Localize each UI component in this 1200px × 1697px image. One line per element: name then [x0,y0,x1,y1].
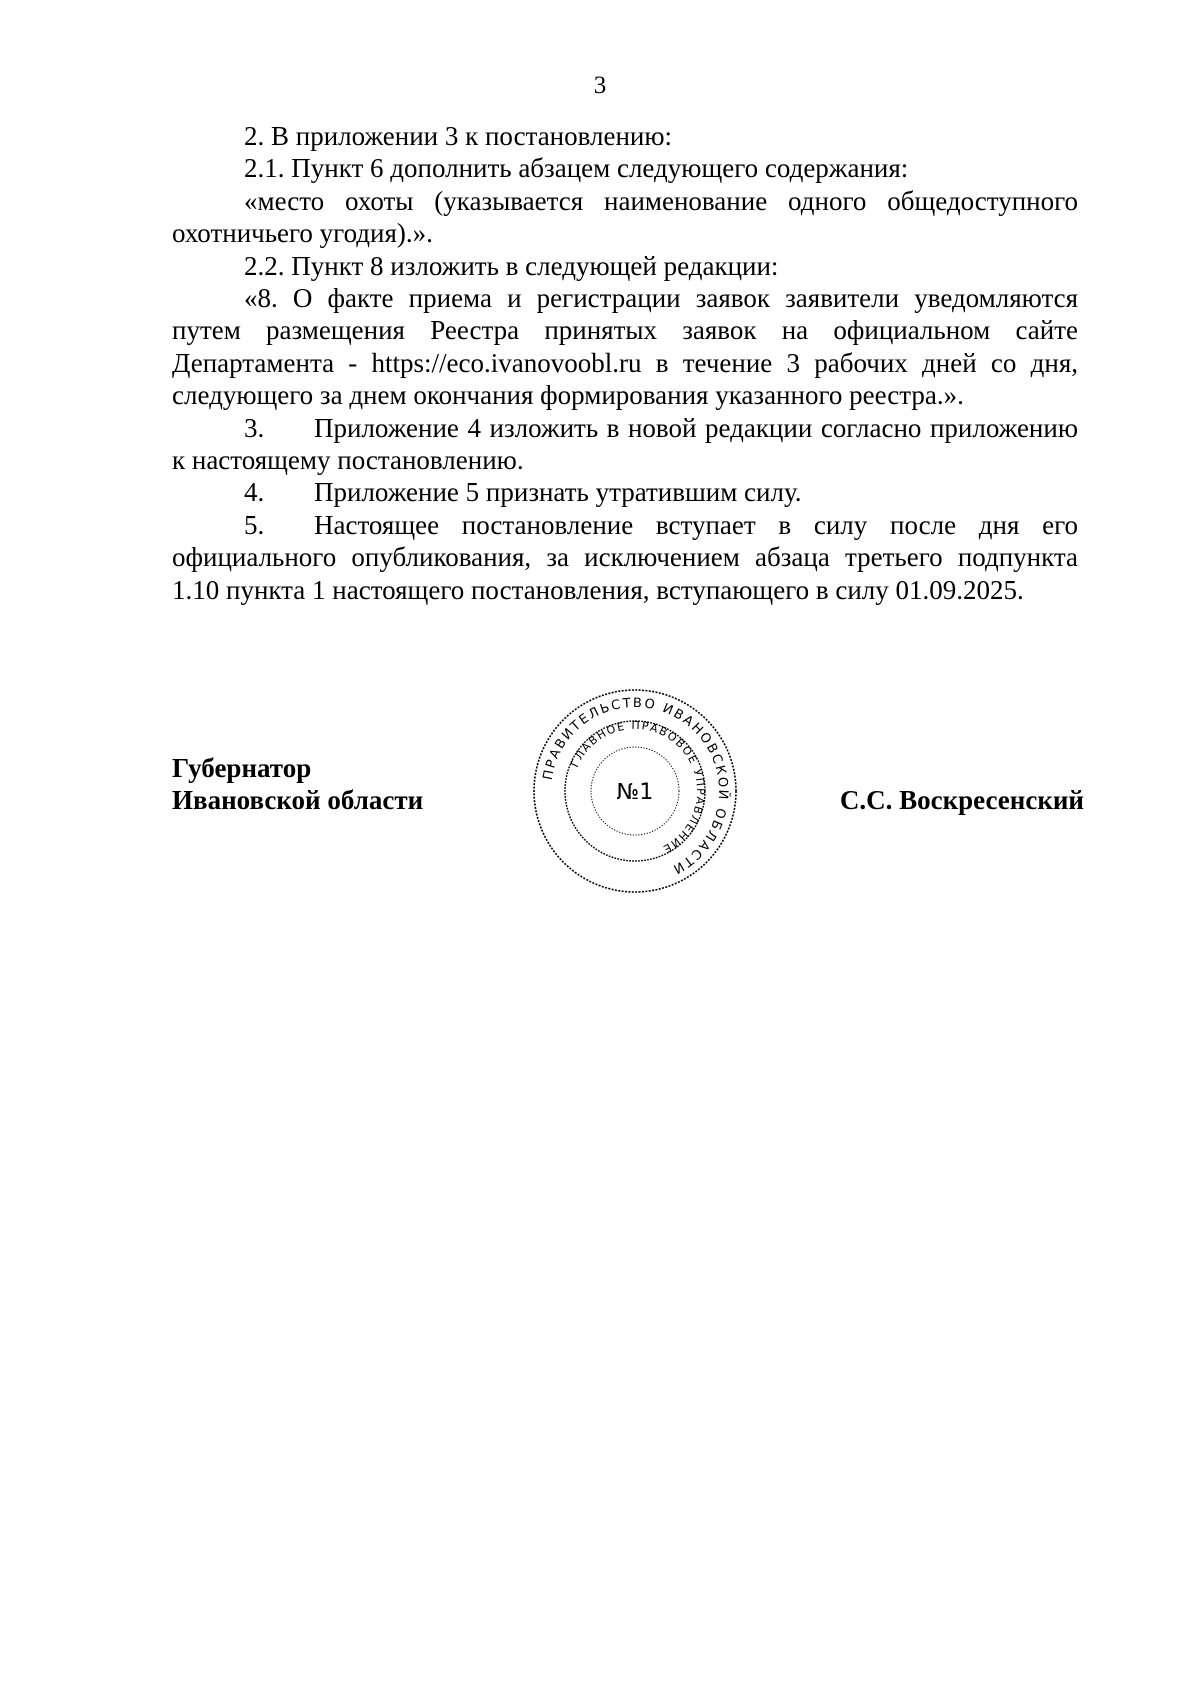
paragraph-text: 2.1. Пункт 6 дополнить абзацем следующего содержания: [244,153,909,184]
seal-inner-text: ГЛАВНОЕ ПРАВОВОЕ УПРАВЛЕНИЕ [568,718,708,857]
paragraph-text: «8. О факте приема и регистрации заявок заявители уведомляются путем размещения Реестра принятых заявок на официальном сайте Департамента - https://eco.ivanovoobl.ru в течение 3 рабочих дней со дня, следующего за днем окончания формирования указанного реестра.». [172,283,1078,411]
position-line-1: Губернатор [172,753,312,783]
paragraph-text: 2. В приложении 3 к постановлению: [244,121,673,151]
paragraph-text: 2.2. Пункт 8 изложить в следующей редакции: [244,250,779,281]
paragraph-3 [172,412,1078,477]
paragraph-text: Приложение 5 признать утратившим силу. [314,477,802,508]
paragraph-number: 3. [244,412,265,443]
seal-outer-text: ПРАВИТЕЛЬСТВО ИВАНОВСКОЙ ОБЛАСТИ [540,695,731,877]
paragraph-2-1 [172,152,1078,184]
paragraph-text: Приложение 4 изложить в новой редакции согласно приложению к настоящему постановлению. [172,412,1078,476]
paragraph-2-1-insert [172,185,1078,250]
paragraph-2 [172,120,1078,152]
official-seal [530,686,740,896]
paragraph-5 [172,509,1078,606]
paragraph-text: «место охоты (указывается наименование одного общедоступного охотничьего угодия).». [172,185,1078,249]
signatory-position [172,752,423,816]
position-line-2: Ивановской области [172,785,424,815]
paragraph-text: Настоящее постановление вступает в силу после дня его официального опубликования, за исключением абзаца третьего подпункта 1.10 пункта 1 настоящего постановления, вступающего в силу 01.09.2025. [172,509,1078,605]
paragraph-2-2-insert [172,282,1078,412]
document-body [172,120,1078,606]
paragraph-2-2 [172,250,1078,282]
page-number: 3 [593,72,607,99]
paragraph-number: 5. [244,509,265,540]
paragraph-4 [172,476,1078,508]
signatory-name: С.С. Воскресенский [839,785,1084,815]
paragraph-number: 4. [244,477,265,508]
seal-center-number: №1 [616,780,654,805]
